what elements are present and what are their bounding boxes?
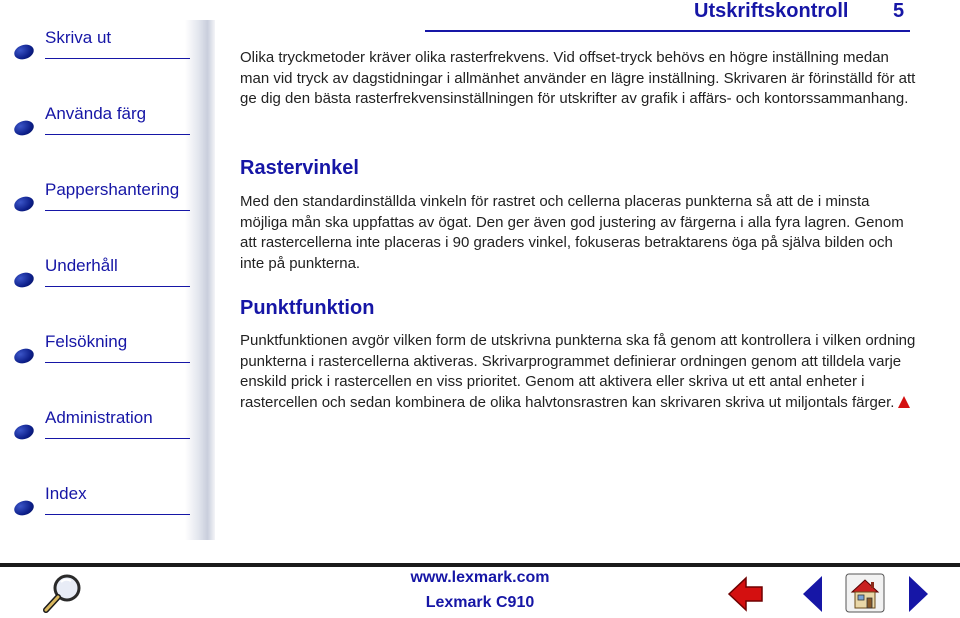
footer-model: Lexmark C910	[425, 594, 535, 611]
sidebar-item-underhall[interactable]	[10, 256, 185, 296]
footer-url-link[interactable]: www.lexmark.com	[410, 569, 550, 586]
bullet-icon	[12, 194, 35, 213]
next-page-icon[interactable]	[907, 574, 931, 614]
sidebar-item-underline	[45, 362, 190, 363]
header-divider	[425, 30, 910, 32]
page-number: 5	[893, 0, 905, 22]
bullet-icon	[12, 346, 35, 365]
sidebar-item-underline	[45, 134, 190, 135]
section-body-punktfunktion-wrap	[240, 331, 920, 413]
sidebar-item-index[interactable]	[10, 484, 185, 524]
section-heading-punktfunktion: Punktfunktion	[240, 297, 375, 319]
sidebar-item-skriva-ut[interactable]	[10, 28, 185, 68]
sidebar-item-pappershantering[interactable]	[10, 180, 185, 220]
footer-divider	[0, 563, 960, 567]
section-heading-rastervinkel: Rastervinkel	[240, 157, 359, 179]
sidebar-item-anvanda-farg[interactable]	[10, 104, 185, 144]
back-to-top-icon[interactable]	[898, 396, 910, 408]
sidebar-item-felsokning[interactable]	[10, 332, 185, 372]
bullet-icon	[12, 270, 35, 289]
section-body-rastervinkel: Med den standardinställda vinkeln för rastret och cellerna placeras punkterna så att de i minsta möjliga mån ska uppfattas av ögat. Den ger även god justering av färgerna i alla fyra lagren. Genom att rastercellerna inte placeras i 90 graders vinkel, fokuseras betraktarens öga på själva bilden och inte på punkterna.	[240, 193, 904, 272]
sidebar-item-underline	[45, 210, 190, 211]
sidebar-item-administration[interactable]	[10, 408, 185, 448]
sidebar-shadow	[185, 20, 215, 540]
intro-paragraph: Olika tryckmetoder kräver olika rasterfrekvens. Vid offset-tryck behövs en högre inställning medan man vid tryck av dagstidningar i allmänhet använder en lägre inställning. Skrivaren är förinställd för att ge dig den bästa rasterfrekvensinställningen för utskrifter av grafik i affärs- och kontorssammanhang.	[240, 49, 916, 107]
home-icon[interactable]	[844, 572, 886, 614]
sidebar-item-label: Administration	[45, 408, 153, 427]
page-title: Utskriftskontroll	[694, 0, 849, 22]
sidebar-item-underline	[45, 58, 190, 59]
back-arrow-icon[interactable]	[727, 575, 765, 613]
sidebar-item-underline	[45, 514, 190, 515]
sidebar-item-label: Index	[45, 484, 87, 503]
search-icon[interactable]	[42, 572, 84, 614]
bullet-icon	[12, 42, 35, 61]
sidebar-item-label: Använda färg	[45, 104, 147, 123]
sidebar-item-label: Felsökning	[45, 332, 128, 351]
sidebar-item-underline	[45, 438, 190, 439]
sidebar-nav	[0, 0, 215, 560]
previous-page-icon[interactable]	[800, 574, 824, 614]
section-body-punktfunktion: Punktfunktionen avgör vilken form de utskrivna punkterna ska få genom att kontrollera i vilken ordning punkterna i rastercellerna aktiveras. Skrivarprogrammet definierar ordningen genom att tilldela varje enskild prick i rastercellen en viss prioritet. Genom att aktivera eller skriva ut ett antal enheter i rastercellen och sedan kombinera de olika halvtonsrastren kan skrivaren skriva ut miljontals färger.	[240, 332, 916, 411]
bullet-icon	[12, 118, 35, 137]
bullet-icon	[12, 422, 35, 441]
sidebar-item-underline	[45, 286, 190, 287]
bullet-icon	[12, 498, 35, 517]
sidebar-item-label: Skriva ut	[45, 28, 112, 47]
sidebar-item-label: Pappershantering	[45, 180, 180, 199]
sidebar-item-label: Underhåll	[45, 256, 118, 275]
